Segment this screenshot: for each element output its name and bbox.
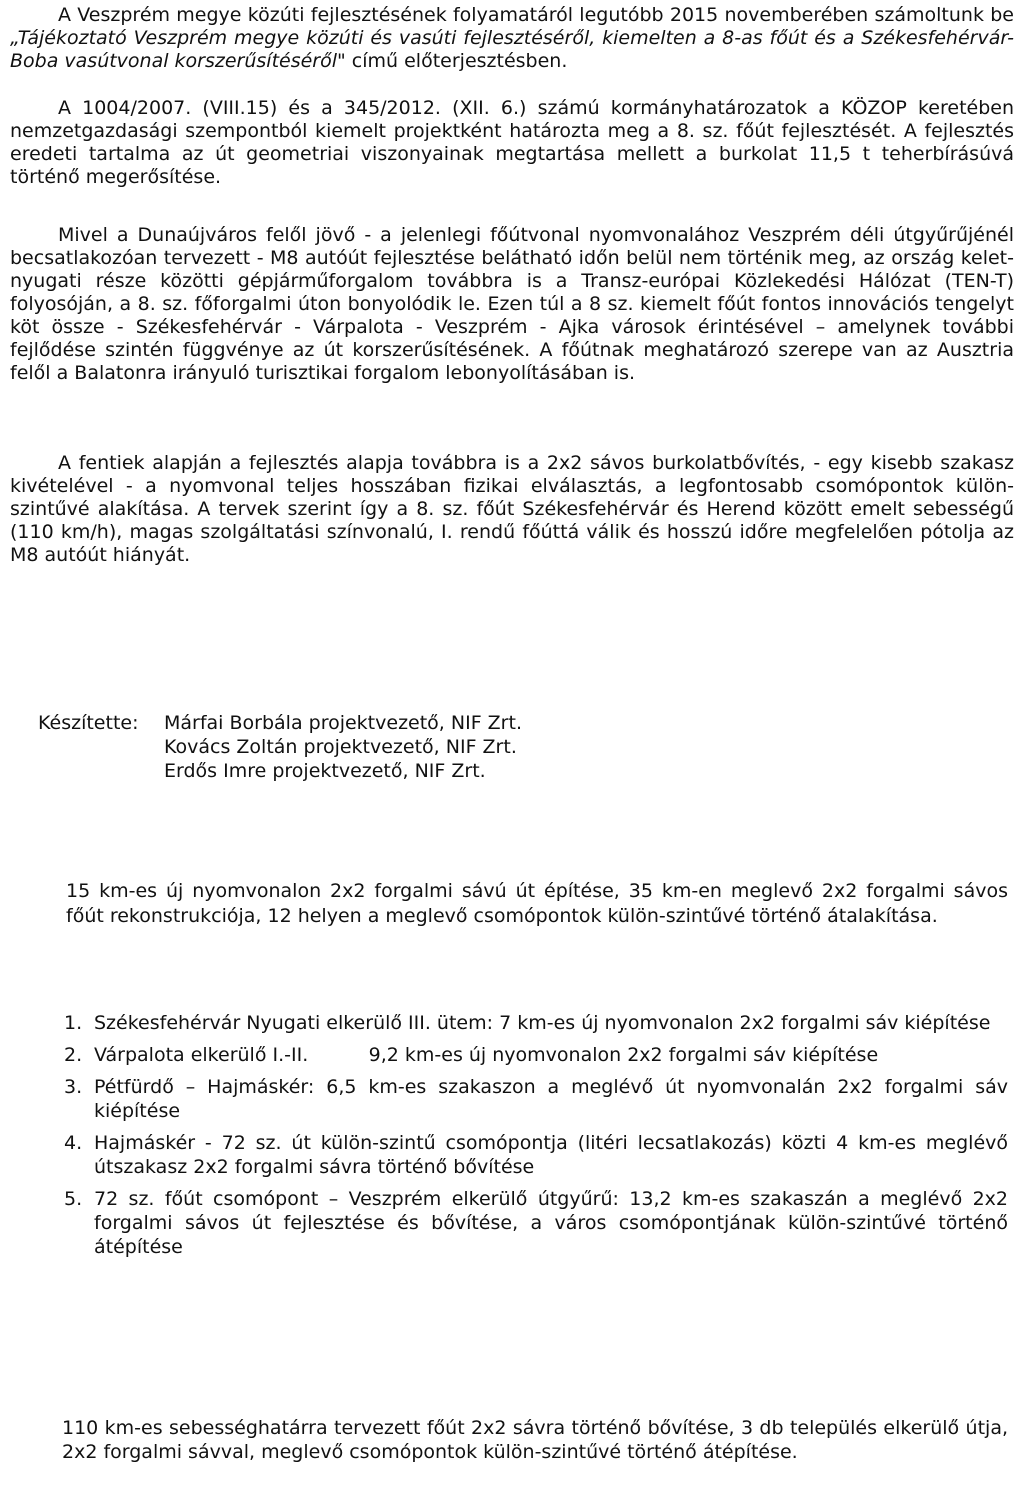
intro-italic-title: „Tájékoztató Veszprém megye közúti és vasúti fejlesztéséről, kiemelten a 8-as főút és a Székesfehérvár-Boba vasútvonal korszerűsítéséről" — [10, 27, 1014, 72]
list-item-text: Székesfehérvár Nyugati elkerülő III. ütem: 7 km-es új nyomvonalon 2x2 forgalmi sáv kiépítése — [94, 1012, 991, 1034]
credits-row — [38, 759, 522, 783]
intro-text-a: A Veszprém megye közúti fejlesztésének folyamatáról legutóbb 2015 novemberében számoltunk be — [58, 4, 1014, 26]
project-summary: 15 km-es új nyomvonalon 2x2 forgalmi sávú út építése, 35 km-en meglevő 2x2 forgalmi sávos főút rekonstrukciója, 12 helyen a meglevő csomópontok külön-szintűvé történő átalakítása. — [66, 880, 1008, 927]
m8-context-paragraph: Mivel a Dunaújváros felől jövő - a jelenlegi főútvonal nyomvonalához Veszprém déli útgyűrűjénél becsatlakozóan tervezett - M8 autóút fejlesztése belátható időn belül nem történik meg, az ország kelet-nyugati része közötti gépjárműforgalom továbbra is a Transz-európai Közlekedési Hálózat (TEN-T) folyosóján, a 8. sz. főforgalmi úton bonyolódik le. Ezen túl a 8 sz. kiemelt főút fontos innovációs tengelyt köt össze - Székesfehérvár - Várpalota - Veszprém - Ajka városok érintésével – amelynek további fejlődése szintén függvénye az út korszerűsítésének. A főútnak meghatározó szerepe van az Ausztria felől a Balatonra irányuló turisztikai forgalom lebonyolításában is. — [10, 224, 1014, 384]
list-item — [64, 1131, 1008, 1179]
list-item — [64, 1075, 1008, 1123]
credits-person: Márfai Borbála projektvezető, NIF Zrt. — [164, 712, 522, 734]
list-item-number: 4. — [64, 1132, 83, 1154]
credits-label: Készítette: — [38, 712, 139, 734]
credits-block — [38, 711, 522, 783]
list-item-text: Hajmáskér - 72 sz. út külön-szintű csomópontja (litéri lecsatlakozás) közti 4 km-es meglévő útszakasz 2x2 forgalmi sávra történő bővítése — [94, 1132, 1008, 1178]
intro-paragraph — [10, 4, 1014, 73]
credits-person: Erdős Imre projektvezető, NIF Zrt. — [164, 760, 486, 782]
final-summary: 110 km-es sebességhatárra tervezett főút 2x2 sávra történő bővítése, 3 db település elkerülő útja, 2x2 forgalmi sávval, meglevő csomópontok külön-szintűvé történő átépítése. — [62, 1417, 1008, 1463]
intro-text-b: című előterjesztésben. — [345, 50, 568, 72]
list-item-text: Pétfürdő – Hajmáskér: 6,5 km-es szakaszon a meglévő út nyomvonalán 2x2 forgalmi sáv kiépítése — [94, 1076, 1008, 1122]
list-item-number: 3. — [64, 1076, 83, 1098]
list-item — [64, 1011, 1008, 1035]
credits-row — [38, 735, 522, 759]
list-item-number: 2. — [64, 1044, 83, 1066]
list-item-text: 72 sz. főút csomópont – Veszprém elkerülő útgyűrű: 13,2 km-es szakaszán a meglévő 2x2 forgalmi sávos út fejlesztése és bővítése, a város csomópontjának külön-szintűvé történő átépítése — [94, 1188, 1008, 1258]
credits-person: Kovács Zoltán projektvezető, NIF Zrt. — [164, 736, 517, 758]
list-item-text: Várpalota elkerülő I.-II. 9,2 km-es új nyomvonalon 2x2 forgalmi sáv kiépítése — [94, 1044, 879, 1066]
list-item — [64, 1043, 1008, 1067]
credits-row — [38, 711, 522, 735]
development-basis-paragraph: A fentiek alapján a fejlesztés alapja továbbra is a 2x2 sávos burkolatbővítés, - egy kisebb szakasz kivételével - a nyomvonal teljes hosszában fizikai elválasztás, a legfontosabb csomópontok külön-szintűvé alakítása. A tervek szerint így a 8. sz. főút Székesfehérvár és Herend között emelt sebességű (110 km/h), magas szolgáltatási színvonalú, I. rendű főúttá válik és hosszú időre megfelelően pótolja az M8 autóút hiányát. — [10, 452, 1014, 566]
list-item-number: 5. — [64, 1188, 83, 1210]
list-item — [64, 1187, 1008, 1259]
resolution-paragraph: A 1004/2007. (VIII.15) és a 345/2012. (XII. 6.) számú kormányhatározatok a KÖZOP keretében nemzetgazdasági szempontból kiemelt projektként határozta meg a 8. sz. főút fejlesztését. A fejlesztés eredeti tartalma az út geometriai viszonyainak megtartása mellett a burkolat 11,5 t teherbírásúvá történő megerősítése. — [10, 97, 1014, 188]
sections-list — [64, 1011, 1008, 1267]
list-item-number: 1. — [64, 1012, 83, 1034]
